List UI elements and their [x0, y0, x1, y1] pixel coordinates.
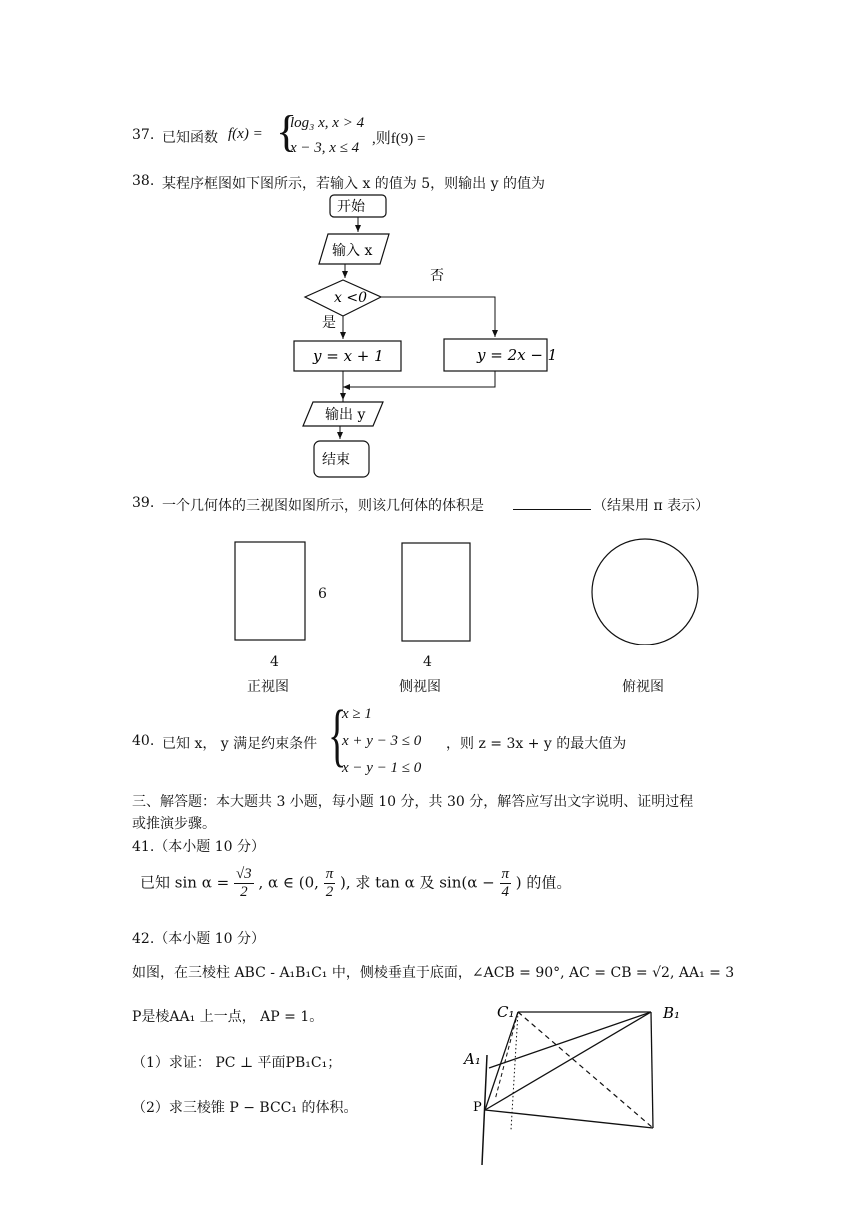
q41-statement	[140, 866, 571, 901]
q41-mid: , α ∈ (0,	[258, 873, 319, 892]
q39-three-views	[230, 535, 710, 645]
section3-line2: 或推演步骤。	[132, 816, 216, 832]
q41-frac-pi-2: $\frac{\pi}{2}$	[325, 866, 334, 900]
q38-text: 某程序框图如下图所示，若输入 x 的值为 5，则输出 y 的值为	[162, 176, 545, 192]
fig-label-a1: A₁	[464, 1050, 481, 1068]
q37-brace: {	[276, 107, 298, 156]
q41-mid2: ), 求 tan α 及 sin(α −	[340, 873, 495, 892]
q41-post: ) 的值。	[515, 873, 572, 892]
q42-line2: P是棱AA₁ 上一点， AP = 1。	[132, 1009, 324, 1025]
front-view-rect	[235, 542, 305, 640]
q39-height-label: 6	[318, 586, 327, 602]
side-view-rect	[402, 543, 470, 641]
flow-right-box-label: y = 2x − 1	[477, 346, 558, 364]
q37-case2: x − 3, x ≤ 4	[290, 140, 360, 156]
q39-number: 39.	[132, 495, 155, 511]
section3-line1: 三、解答题：本大题共 3 小题，每小题 10 分，共 30 分，解答应写出文字说明、证明过程	[132, 794, 694, 810]
q42-part2: （2）求三棱锥 P − BCC₁ 的体积。	[132, 1100, 358, 1116]
q42-part1: （1）求证： PC ⊥ 平面PB₁C₁；	[132, 1055, 342, 1071]
q37-number: 37.	[132, 127, 155, 143]
flow-start-label: 开始	[337, 199, 365, 215]
q39-side-label: 侧视图	[399, 679, 441, 695]
q41-header: 41.（本小题 10 分）	[132, 839, 265, 855]
q40-number: 40.	[132, 733, 155, 749]
flow-left-box-label: y = x + 1	[313, 347, 384, 365]
q39-top-label: 俯视图	[622, 679, 664, 695]
q41-frac-sqrt3-2: $\frac{√3}{2}$	[235, 866, 252, 900]
top-view-circle	[592, 539, 698, 645]
q39-side-width: 4	[423, 654, 432, 670]
fig-label-c1: C₁	[497, 1003, 515, 1021]
q39-suffix: （结果用 π 表示）	[593, 498, 710, 514]
q39-text: 一个几何体的三视图如图所示，则该几何体的体积是	[162, 498, 484, 514]
q41-pre: 已知 sin α =	[140, 873, 230, 892]
q40-constraint-1: x ≥ 1	[342, 706, 372, 722]
flow-end-label: 结束	[322, 452, 350, 468]
q40-constraint-3: x − y − 1 ≤ 0	[342, 760, 422, 776]
flow-output-label: 输出 y	[325, 407, 366, 423]
q40-constraint-2: x + y − 3 ≤ 0	[342, 733, 422, 749]
q39-front-width: 4	[270, 654, 279, 670]
flow-no-label: 否	[430, 268, 444, 284]
q37-fx: f(x) =	[228, 126, 263, 142]
q38-number: 38.	[132, 173, 155, 189]
q41-frac-pi-4: $\frac{\pi}{4}$	[501, 866, 510, 900]
q40-suffix: ，则 z = 3x + y 的最大值为	[446, 736, 627, 752]
flow-input-label: 输入 x	[332, 243, 373, 259]
q42-prism-figure	[455, 1000, 695, 1170]
q39-blank	[513, 497, 591, 514]
fig-label-b1: B₁	[663, 1004, 681, 1022]
fig-label-p: P	[473, 1100, 482, 1115]
q40-brace: {	[328, 697, 347, 774]
flow-yes-label: 是	[322, 315, 336, 331]
q40-prefix: 已知 x， y 满足约束条件	[162, 736, 318, 752]
q37-suffix: ,则f(9) =	[372, 131, 426, 147]
q37-case1: log₃ x, x > 4	[290, 115, 365, 131]
q42-line1: 如图，在三棱柱 ABC - A₁B₁C₁ 中，侧棱垂直于底面，∠ACB = 90°, AC = CB = √2, AA₁ = 3	[132, 965, 735, 981]
q39-front-label: 正视图	[247, 679, 289, 695]
q38-flowchart	[285, 190, 560, 482]
q37-prefix: 已知函数	[162, 130, 218, 146]
flow-condition-label: x <0	[334, 290, 367, 306]
q42-header: 42.（本小题 10 分）	[132, 931, 265, 947]
